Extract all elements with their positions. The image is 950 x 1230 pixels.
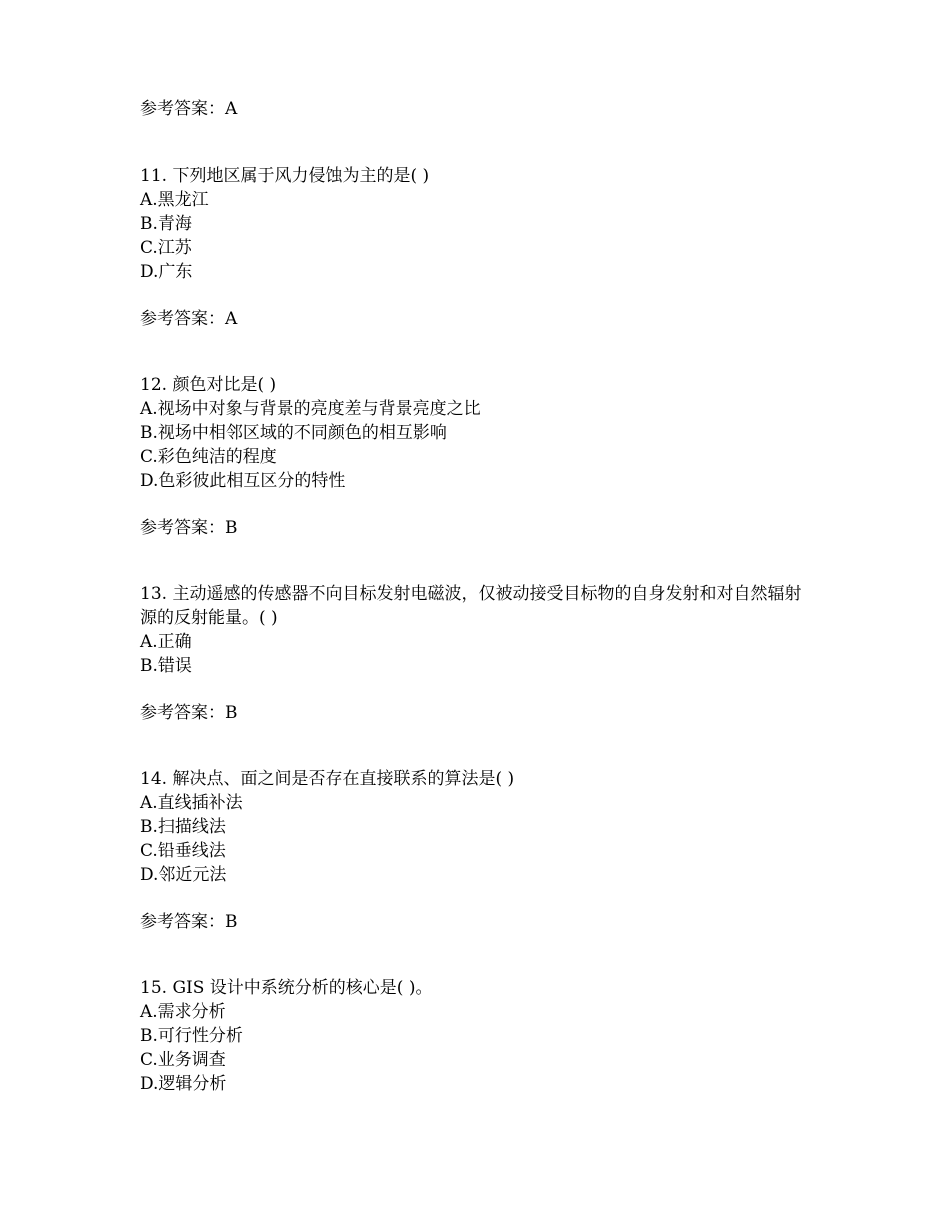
question-15-option-c: C.业务调查 [140,1050,226,1070]
question-13-option-b: B.错误 [140,656,192,676]
answer-12: 参考答案：B [140,518,238,538]
question-13 [140,582,820,678]
question-13-stem: 13. 主动遥感的传感器不向目标发射电磁波，仅被动接受目标物的自身发射和对自然辐射源的反射能量。( ) [140,584,802,628]
answer-13: 参考答案：B [140,703,238,723]
question-14-option-a: A.直线插补法 [140,793,243,813]
question-11-option-b: B.青海 [140,214,192,234]
question-12-stem: 12. 颜色对比是( ) [140,375,277,395]
question-15 [140,976,820,1096]
answer-10: 参考答案：A [140,99,238,119]
question-12-option-a: A.视场中对象与背景的亮度差与背景亮度之比 [140,399,481,419]
question-14-option-b: B.扫描线法 [140,817,226,837]
question-11-option-c: C.江苏 [140,238,192,258]
question-15-option-a: A.需求分析 [140,1002,226,1022]
question-14-option-c: C.铅垂线法 [140,841,226,861]
question-14 [140,767,820,887]
answer-14: 参考答案：B [140,912,238,932]
question-15-stem: 15. GIS 设计中系统分析的核心是( )。 [140,978,433,998]
question-12-option-c: C.彩色纯洁的程度 [140,447,277,467]
question-15-option-b: B.可行性分析 [140,1026,243,1046]
question-12-option-d: D.色彩彼此相互区分的特性 [140,471,346,491]
question-11-option-d: D.广东 [140,262,193,282]
question-14-stem: 14. 解决点、面之间是否存在直接联系的算法是( ) [140,769,515,789]
question-15-option-d: D.逻辑分析 [140,1074,227,1094]
question-12-option-b: B.视场中相邻区域的不同颜色的相互影响 [140,423,447,443]
question-12 [140,373,820,493]
question-11 [140,164,820,284]
question-14-option-d: D.邻近元法 [140,865,227,885]
question-13-option-a: A.正确 [140,632,192,652]
question-11-option-a: A.黑龙江 [140,190,209,210]
question-11-stem: 11. 下列地区属于风力侵蚀为主的是( ) [140,166,430,186]
answer-11: 参考答案：A [140,309,238,329]
